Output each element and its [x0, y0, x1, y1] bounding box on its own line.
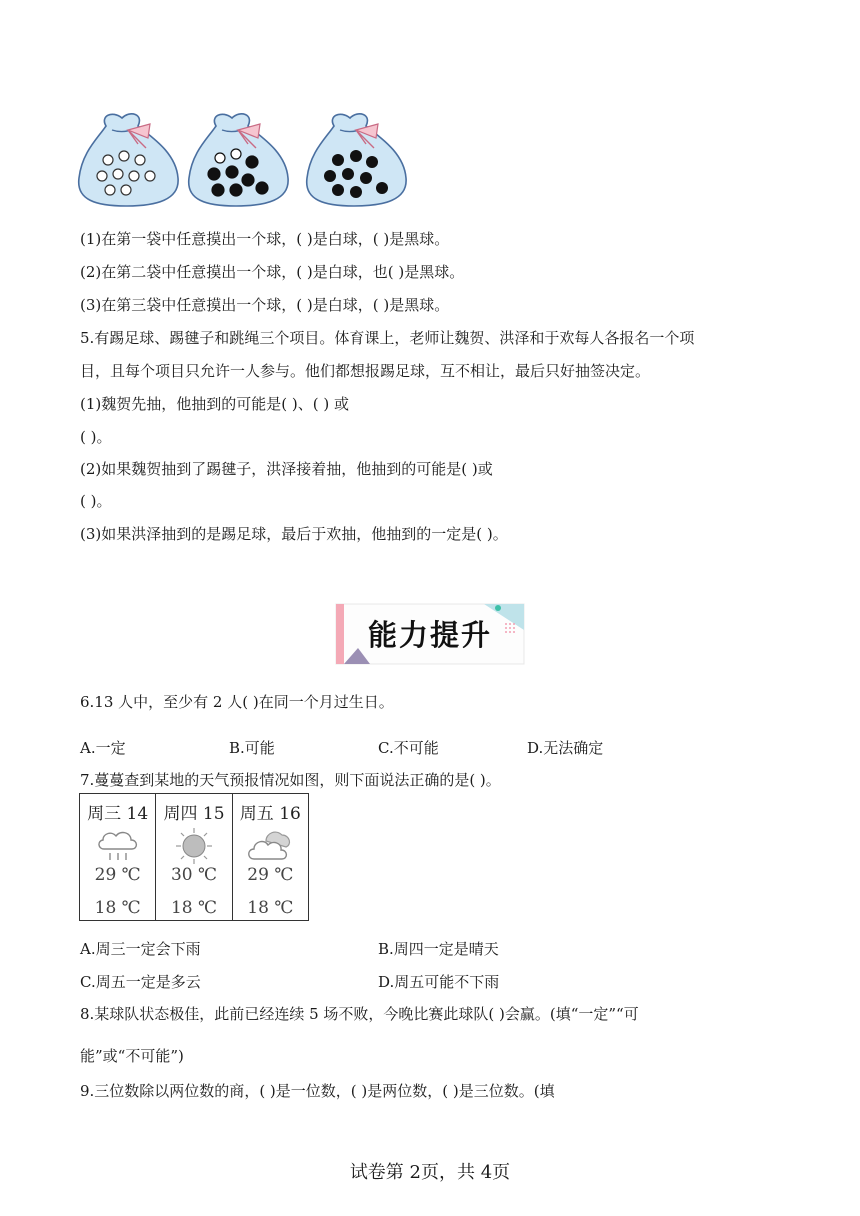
q6-option-d[interactable]: D.无法确定 [527, 739, 604, 757]
q5-stem-line2: 目，且每个项目只允许一人参与。他们都想报踢足球，互不相让，最后只好抽签决定。 [80, 362, 651, 380]
q5-sub1-line2: ( )。 [80, 428, 112, 446]
weather-high-temp: 29 ℃ [247, 865, 294, 885]
weather-high-temp: 29 ℃ [94, 865, 141, 885]
q7-option-c[interactable]: C.周五一定是多云 [80, 973, 201, 991]
q7-option-a[interactable]: A.周三一定会下雨 [80, 940, 201, 958]
q8-line1: 8.某球队状态极佳，此前已经连续 5 场不败，今晚比赛此球队( )会赢。(填“一定”“可 [80, 1005, 639, 1023]
rain-cloud-icon [94, 827, 142, 865]
weather-high-temp: 30 ℃ [170, 865, 218, 885]
bag-2-mixed [189, 114, 288, 206]
weather-day-fri [233, 794, 308, 920]
q9-line1: 9.三位数除以两位数的商，( )是一位数，( )是两位数，( )是三位数。(填 [80, 1082, 555, 1100]
q4-sub2: (2)在第二袋中任意摸出一个球，( )是白球，也( )是黑球。 [80, 263, 465, 281]
banner-title: 能力提升 [367, 618, 492, 652]
weather-low-temp: 18 ℃ [247, 898, 294, 918]
weather-day-thu [156, 794, 232, 920]
bag-1-all-white [79, 114, 178, 206]
weather-low-temp: 18 ℃ [94, 898, 141, 918]
q4-sub3: (3)在第三袋中任意摸出一个球，( )是白球，( )是黑球。 [80, 296, 450, 314]
page-footer: 试卷第 2页，共 4页 [349, 1162, 511, 1183]
q7-option-d[interactable]: D.周五可能不下雨 [378, 973, 500, 991]
q4-sub1: (1)在第一袋中任意摸出一个球，( )是白球，( )是黑球。 [80, 230, 450, 248]
q5-sub2-line2: ( )。 [80, 492, 112, 510]
weather-day-wed [80, 794, 156, 920]
ball-bags-illustration [76, 108, 416, 208]
weather-forecast-table [79, 793, 309, 921]
q6-option-c[interactable]: C.不可能 [378, 739, 439, 757]
section-banner [334, 600, 526, 668]
q5-sub2-line1: (2)如果魏贺抽到了踢毽子，洪泽接着抽，他抽到的可能是( )或 [80, 460, 493, 478]
q6-option-a[interactable]: A.一定 [80, 739, 126, 757]
q6-option-b[interactable]: B.可能 [229, 739, 275, 757]
q5-sub1-line1: (1)魏贺先抽，他抽到的可能是( )、( ) 或 [80, 395, 349, 413]
sun-icon [170, 827, 218, 865]
weather-day-label: 周四 15 [163, 804, 225, 824]
bag-3-all-black [307, 114, 406, 206]
q7-stem: 7.蔓蔓查到某地的天气预报情况如图，则下面说法正确的是( )。 [80, 771, 501, 789]
q5-stem-line1: 5.有踢足球、踢毽子和跳绳三个项目。体育课上，老师让魏贺、洪泽和于欢每人各报名一个项 [80, 329, 695, 347]
weather-day-label: 周三 14 [87, 804, 149, 824]
q6-stem: 6.13 人中，至少有 2 人( )在同一个月过生日。 [80, 693, 394, 711]
q8-line2: 能”或“不可能”) [80, 1047, 184, 1065]
cloudy-icon [246, 827, 294, 865]
weather-day-label: 周五 16 [239, 804, 301, 824]
weather-low-temp: 18 ℃ [170, 898, 218, 918]
q7-option-b[interactable]: B.周四一定是晴天 [378, 940, 499, 958]
q5-sub3: (3)如果洪泽抽到的是踢足球，最后于欢抽，他抽到的一定是( )。 [80, 525, 508, 543]
